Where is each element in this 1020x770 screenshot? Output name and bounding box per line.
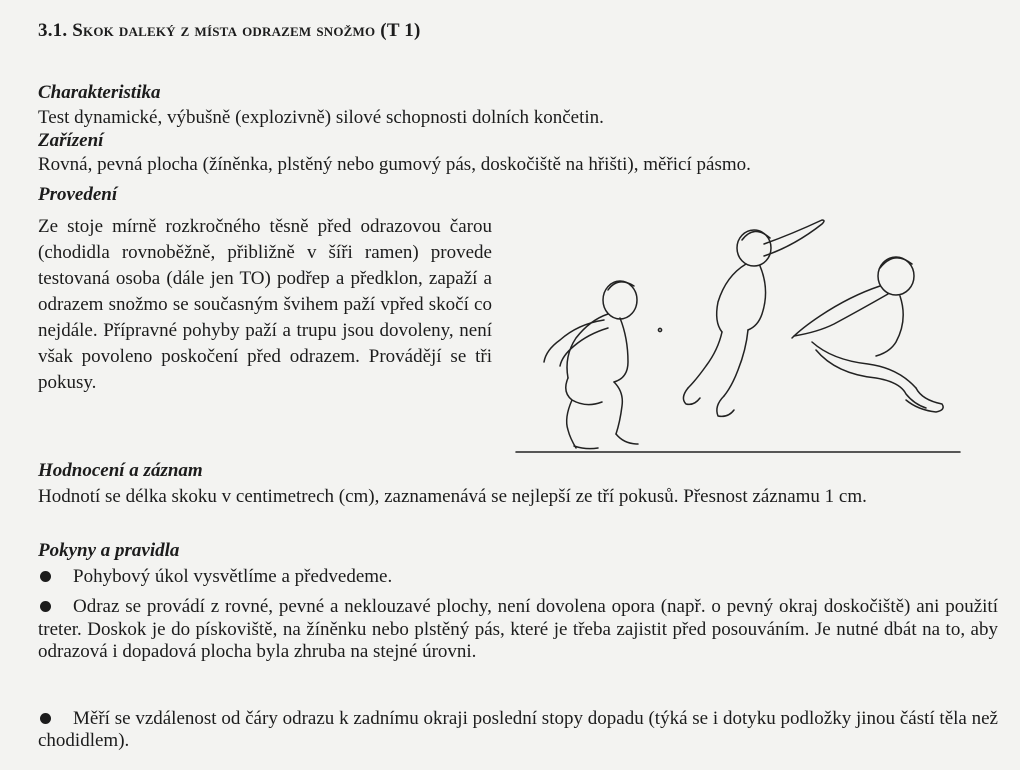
bullet-icon <box>40 601 51 612</box>
heading-rules: Pokyny a pravidla <box>38 540 180 561</box>
decorative-dot <box>658 328 661 331</box>
figure-crouch <box>544 281 638 449</box>
section-title-text: Skok daleký z místa odrazem snožmo <box>72 20 376 41</box>
rule-item <box>38 596 998 664</box>
heading-equipment: Zařízení <box>38 130 104 151</box>
section-number: 3.1. <box>38 20 68 41</box>
text-equipment: Rovná, pevná plocha (žíněnka, plstěný nebo gumový pás, doskočiště na hřišti), měřicí pásmo. <box>38 154 751 175</box>
bullet-icon <box>40 713 51 724</box>
bullet-icon <box>40 571 51 582</box>
text-execution: Ze stoje mírně rozkročného těsně před odrazovou čarou (chodidla rovnoběžně, přibližně v šíři ramen) provede testovaná osoba (dále jen TO) podřep a předklon, zapaží a odrazem snožmo se současným švihem paží vpřed skočí co nejdále. Přípravné pohyby paží a trupu jsou dovoleny, není však povoleno poskočení před odrazem. Provádějí se tři pokusy. <box>38 216 492 393</box>
test-code: (T 1) <box>380 20 421 41</box>
heading-characteristics: Charakteristika <box>38 82 161 103</box>
figure-takeoff <box>683 220 824 416</box>
rule-text: Pohybový úkol vysvětlíme a předvedeme. <box>73 566 393 587</box>
rule-item <box>38 566 998 588</box>
rule-text: Měří se vzdálenost od čáry odrazu k zadnímu okraji poslední stopy dopadu (týká se i dotyku podložky jinou částí těla než chodidlem). <box>38 708 998 751</box>
heading-execution: Provedení <box>38 184 118 205</box>
figure-landing <box>792 257 943 412</box>
rule-text: Odraz se provádí z rovné, pevné a neklouzavé plochy, není dovolena opora (např. o pevný okraj doskočiště) ani použití treter. Doskok je do pískoviště, na žíněnku nebo plstěný pás, které je třeba zajistit před posouváním. Je nutné dbát na to, aby odrazová i dopadová plocha byla zhruba na stejné úrovni. <box>38 596 998 662</box>
text-evaluation: Hodnotí se délka skoku v centimetrech (cm), zaznamenává se nejlepší ze tří pokusů. Přesnost záznamu 1 cm. <box>38 486 867 507</box>
text-characteristics: Test dynamické, výbušně (explozivně) silové schopnosti dolních končetin. <box>38 107 604 128</box>
jump-sequence-drawing <box>508 218 968 463</box>
section-title <box>38 20 421 42</box>
rule-item <box>38 708 998 752</box>
heading-evaluation: Hodnocení a záznam <box>38 460 203 481</box>
standing-long-jump-illustration <box>508 218 968 463</box>
